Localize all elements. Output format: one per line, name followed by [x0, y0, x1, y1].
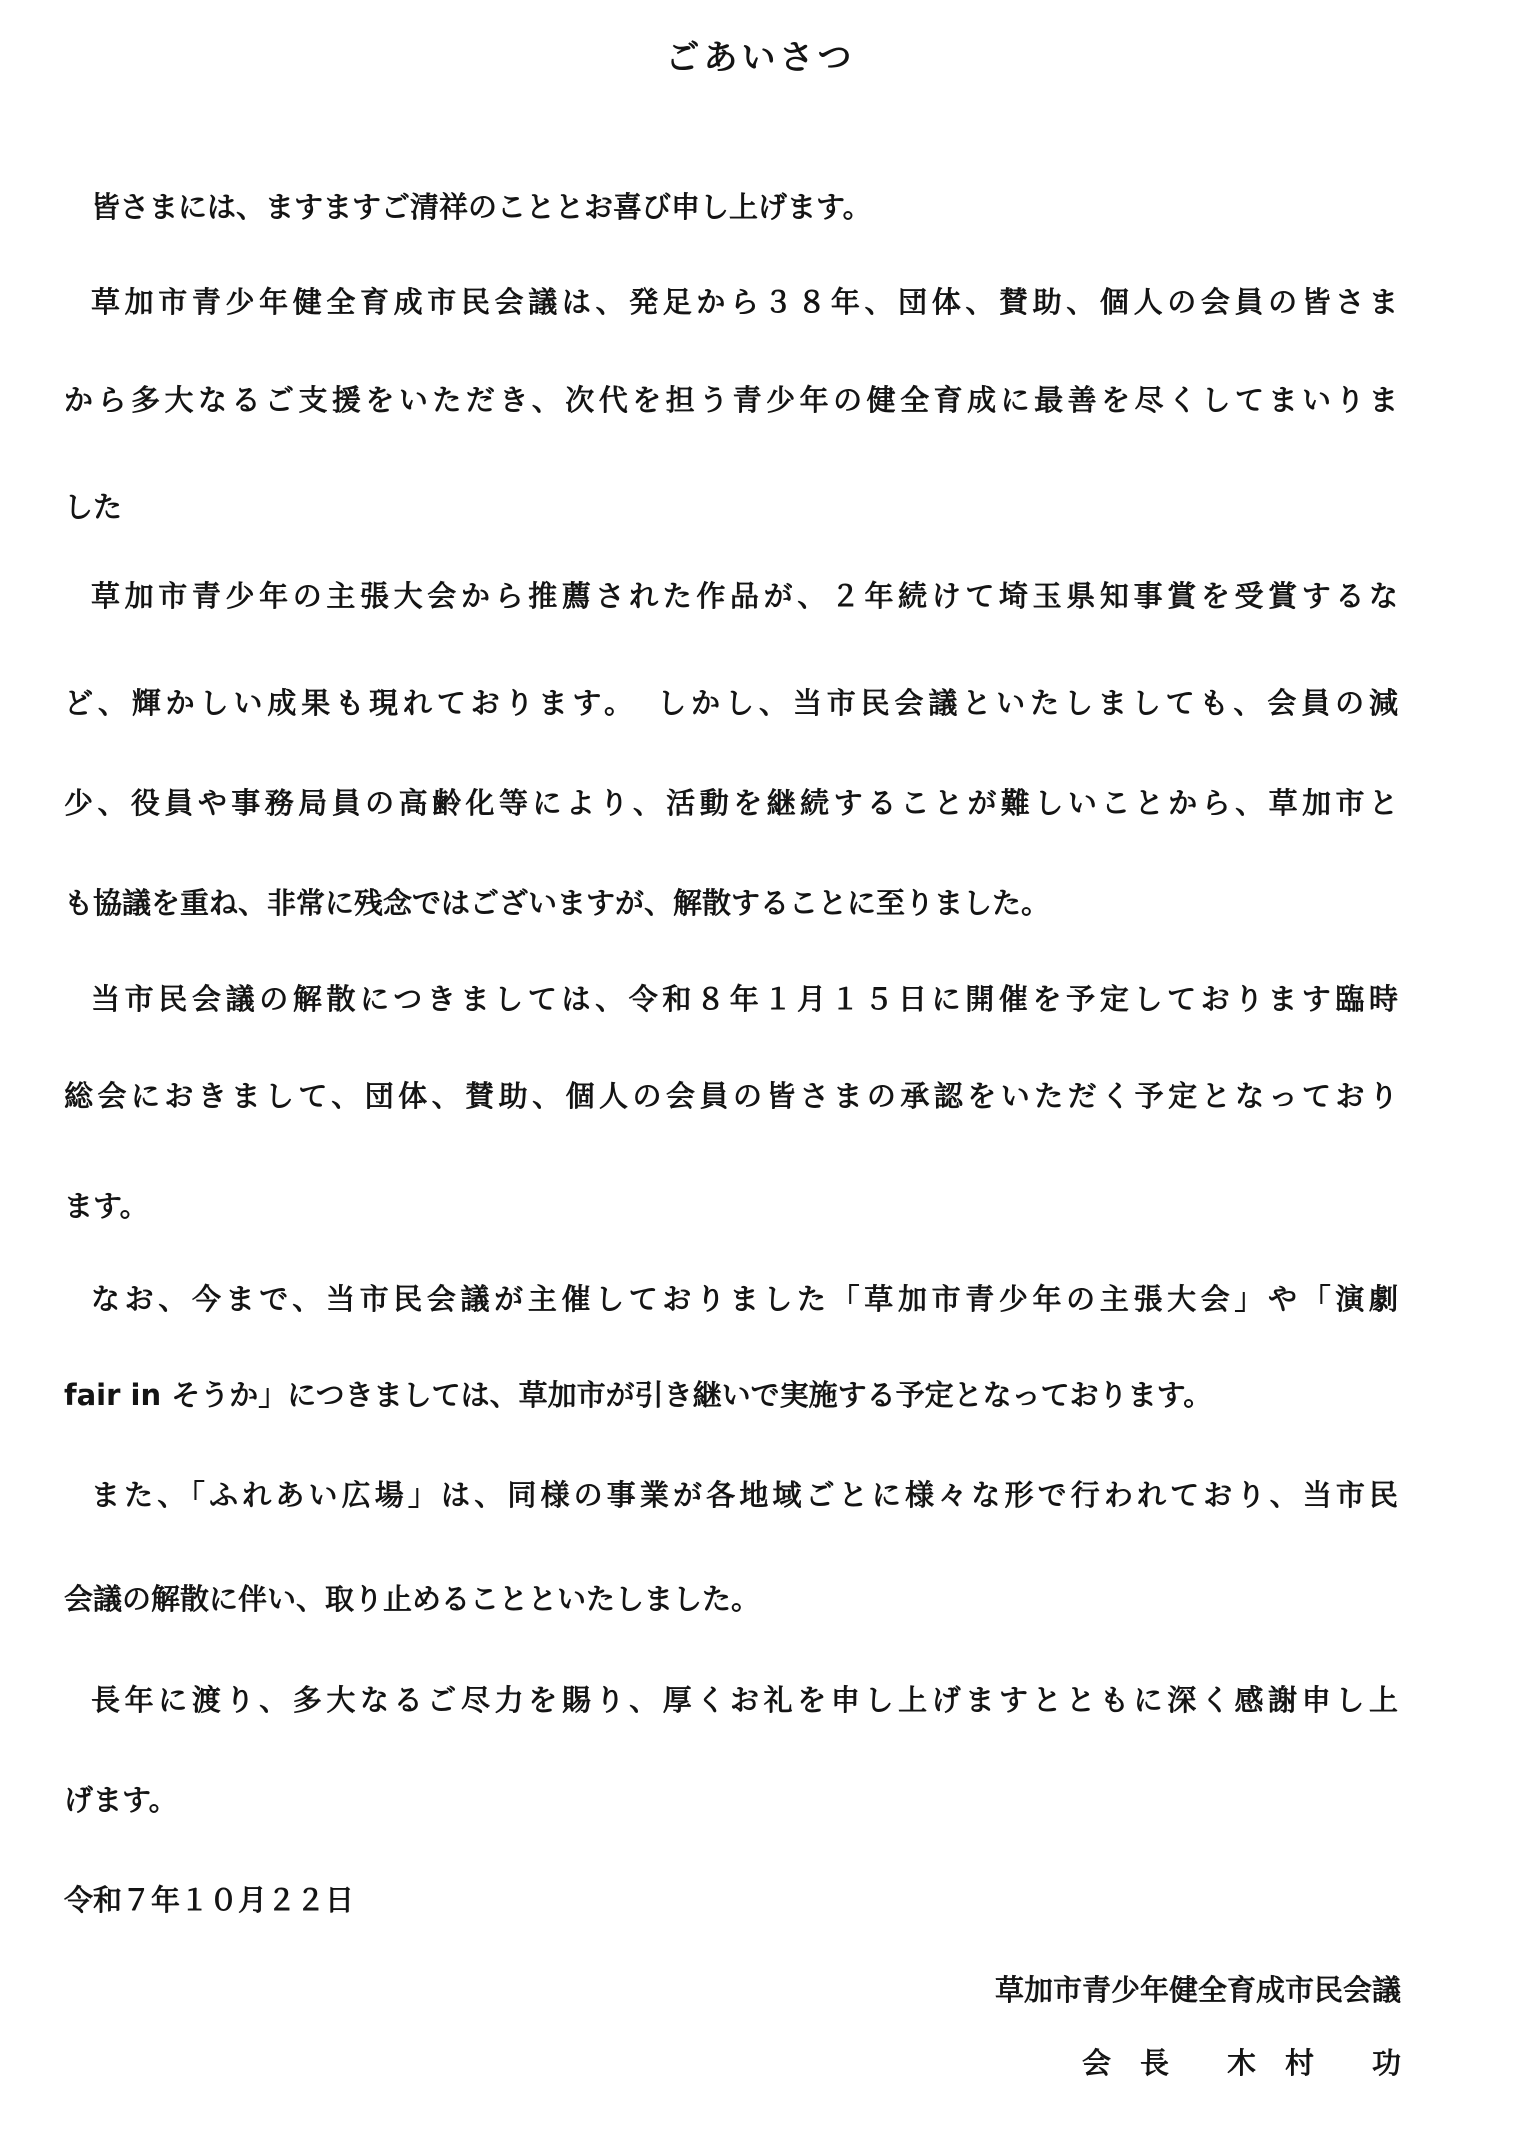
paragraph-1-line-1: 皆さまには、ますますご清祥のこととお喜び申し上げます。: [91, 190, 872, 224]
paragraph-7-line-2: げます。: [64, 1783, 178, 1817]
organization-name: 草加市青少年健全育成市民会議: [994, 1973, 1401, 2007]
paragraph-3-line-1: 草加市青少年の主張大会から推薦された作品が、２年続けて埼玉県知事賞を受賞するな: [91, 579, 1398, 613]
paragraph-2-line-3: した: [64, 490, 123, 524]
paragraph-3-line-2: ど、輝かしい成果も現れております。 しかし、当市民会議といたしましても、会員の減: [64, 686, 1398, 720]
paragraph-3-line-4: も協議を重ね、非常に残念ではございますが、解散することに至りました。: [64, 886, 1051, 920]
document-date: 令和７年１０月２２日: [64, 1883, 355, 1917]
paragraph-6-line-1: また、「ふれあい広場」は、同様の事業が各地域ごとに様々な形で行われており、当市民: [91, 1478, 1398, 1512]
document-title: ごあいさつ: [665, 38, 856, 78]
paragraph-4-line-2: 総会におきまして、団体、賛助、個人の会員の皆さまの承認をいただく予定となっており: [64, 1079, 1398, 1113]
paragraph-2-line-2: から多大なるご支援をいただき、次代を担う青少年の健全育成に最善を尽くしてまいりま: [64, 383, 1398, 417]
signatory-name: 会 長 木 村 功: [1081, 2046, 1401, 2080]
paragraph-5-line-1: なお、今まで、当市民会議が主催しておりました「草加市青少年の主張大会」や「演劇: [91, 1282, 1398, 1316]
paragraph-7-line-1: 長年に渡り、多大なるご尽力を賜り、厚くお礼を申し上げますとともに深く感謝申し上: [91, 1683, 1398, 1717]
paragraph-6-line-2: 会議の解散に伴い、取り止めることといたしました。: [64, 1582, 761, 1616]
paragraph-3-line-3: 少、役員や事務局員の高齢化等により、活動を継続することが難しいことから、草加市と: [64, 786, 1398, 820]
paragraph-4-line-1: 当市民会議の解散につきましては、令和８年１月１５日に開催を予定しております臨時: [91, 982, 1398, 1016]
paragraph-5-line-2: fair in そうか」につきましては、草加市が引き継いで実施する予定となっております。: [64, 1378, 1213, 1412]
paragraph-2-line-1: 草加市青少年健全育成市民会議は、発足から３８年、団体、賛助、個人の会員の皆さま: [91, 285, 1398, 319]
paragraph-4-line-3: ます。: [64, 1189, 149, 1223]
